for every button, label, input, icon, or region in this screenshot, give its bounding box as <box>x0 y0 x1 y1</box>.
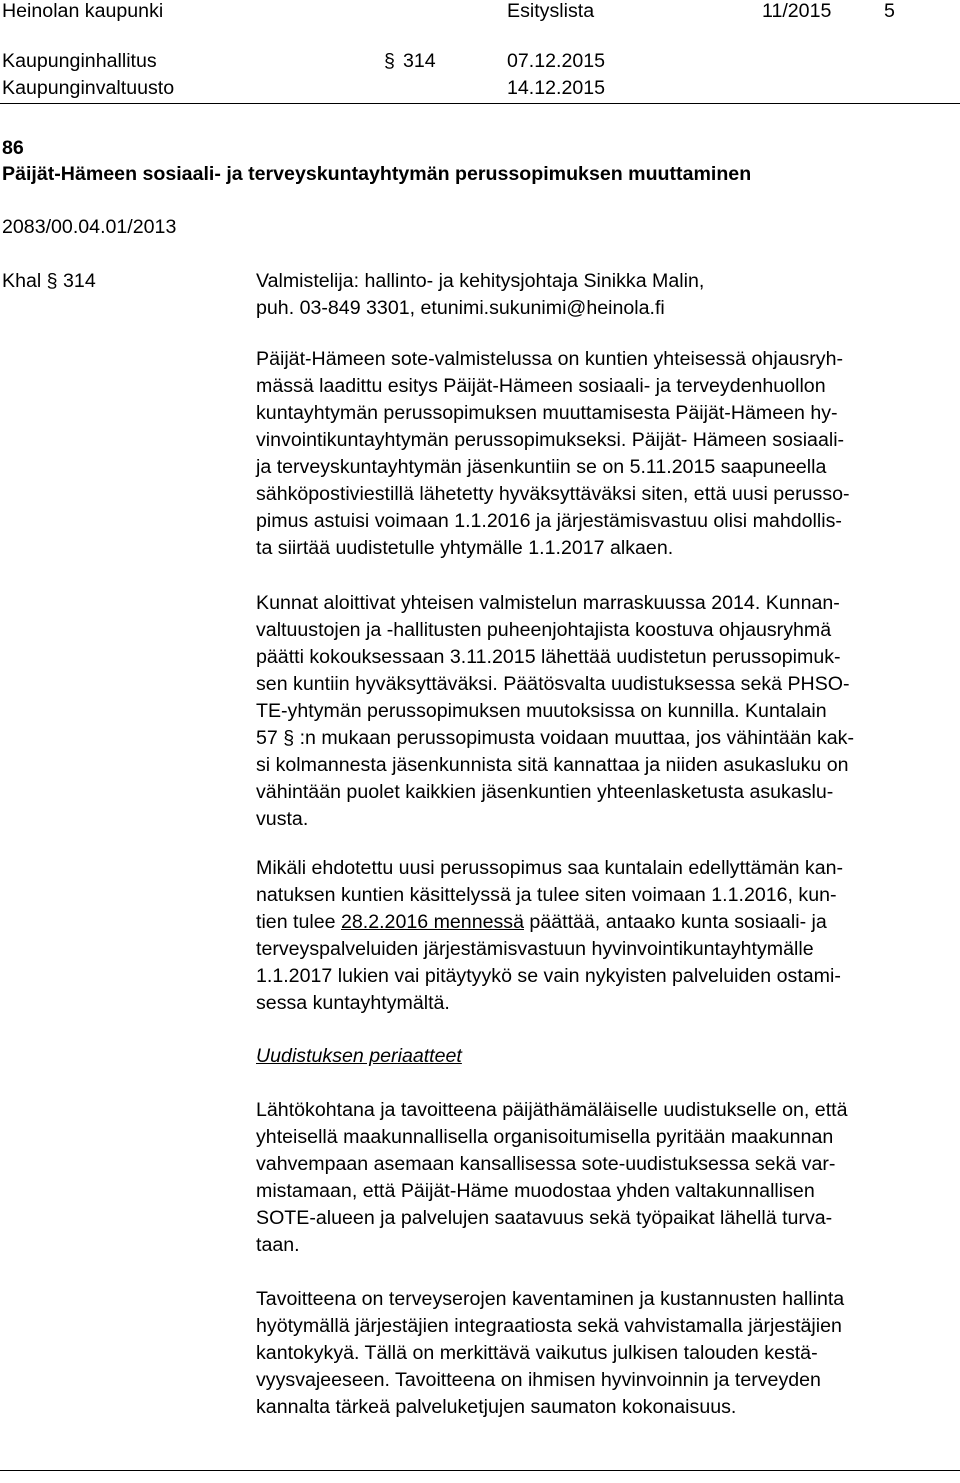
paragraph-line: vyysvajeeseen. Tavoitteena on ihmisen hyvinvoinnin ja terveyden <box>256 1369 821 1391</box>
line-text: tien tulee <box>256 911 341 933</box>
meeting-body-board: Kaupunginhallitus <box>2 50 157 72</box>
meeting-body-council: Kaupunginvaltuusto <box>2 77 175 99</box>
paragraph-line: kannalta tärkeä palveluketjujen saumaton kokonaisuus. <box>256 1396 737 1418</box>
paragraph-line: yhteisellä maakunnallisella organisoitumisella pyritään maakunnan <box>256 1126 834 1148</box>
record-id: 2083/00.04.01/2013 <box>2 216 177 238</box>
meeting-date-council: 14.12.2015 <box>507 77 606 99</box>
paragraph-line: Kunnat aloittivat yhteisen valmistelun marraskuussa 2014. Kunnan- <box>256 592 840 614</box>
paragraph-line: vusta. <box>256 808 309 830</box>
paragraph-line: 1.1.2017 lukien vai pitäytyykö se vain nykyisten palveluiden ostami- <box>256 965 841 987</box>
paragraph-line: TE-yhtymän perussopimuksen muutoksissa on kunnilla. Kuntalain <box>256 700 827 722</box>
section-heading: Uudistuksen periaatteet <box>256 1045 462 1067</box>
paragraph-line: Mikäli ehdotettu uusi perussopimus saa kuntalain edellyttämän kan- <box>256 857 844 879</box>
paragraph-3 <box>256 855 843 1017</box>
paragraph-line: kantokykyä. Tällä on merkittävä vaikutus julkisen talouden kestä- <box>256 1342 818 1364</box>
paragraph-line: päätti kokouksessaan 3.11.2015 lähettää uudistetun perussopimuk- <box>256 646 841 668</box>
paragraph-5 <box>256 1286 844 1421</box>
paragraph-line: sessa kuntayhtymältä. <box>256 992 450 1014</box>
section-sign: § <box>384 50 395 72</box>
footer-divider <box>0 1470 960 1471</box>
paragraph-line: kuntayhtymän perussopimuksen muuttamisesta Päijät-Hämeen hy- <box>256 402 838 424</box>
header-divider <box>0 103 960 104</box>
paragraph-line: sähköpostiviestillä lähetetty hyväksyttäväksi siten, että uusi perusso- <box>256 483 850 505</box>
paragraph-line: ja terveyskuntayhtymän jäsenkuntiin se on 5.11.2015 saapuneella <box>256 456 827 478</box>
paragraph-line: mistamaan, että Päijät-Häme muodostaa yhden valtakunnallisen <box>256 1180 815 1202</box>
paragraph-line: ta siirtää uudistetulle yhtymälle 1.1.2017 alkaen. <box>256 537 674 559</box>
section-number: 314 <box>403 50 436 72</box>
paragraph-line: Lähtökohtana ja tavoitteena päijäthämäläiselle uudistukselle on, että <box>256 1099 848 1121</box>
paragraph-line: hyötymällä järjestäjien integraatiosta sekä vahvistamalla järjestäjien <box>256 1315 842 1337</box>
reference <box>2 270 96 293</box>
preparer-line-1: Valmistelija: hallinto- ja kehitysjohtaja Sinikka Malin, <box>256 270 705 292</box>
paragraph-line: vähintään puolet kaikkien jäsenkuntien yhteenlasketusta asukaslu- <box>256 781 834 803</box>
document-type: Esityslista <box>507 0 595 22</box>
paragraph-1 <box>256 346 850 562</box>
reference-section-sign: § <box>46 270 58 292</box>
paragraph-line <box>256 909 843 936</box>
paragraph-line: Päijät-Hämeen sote-valmistelussa on kuntien yhteisessä ohjausryh- <box>256 348 844 370</box>
paragraph-line: vinvointikuntayhtymän perussopimukseksi. Päijät- Hämeen sosiaali- <box>256 429 845 451</box>
paragraph-line: pimus astuisi voimaan 1.1.2016 ja järjestämisvastuu olisi mahdollis- <box>256 510 842 532</box>
paragraph-line: mässä laadittu esitys Päijät-Hämeen sosiaali- ja terveydenhuollon <box>256 375 826 397</box>
paragraph-line: si kolmannesta jäsenkunnista sitä kannattaa ja niiden asukasluku on <box>256 754 849 776</box>
paragraph-line: natuksen kuntien käsittelyssä ja tulee siten voimaan 1.1.2016, kun- <box>256 884 837 906</box>
page-number: 5 <box>884 0 895 22</box>
item-number: 86 <box>2 137 24 159</box>
paragraph-2 <box>256 590 854 833</box>
item-title: Päijät-Hämeen sosiaali- ja terveyskuntayhtymän perussopimuksen muuttaminen <box>2 163 752 185</box>
paragraph-line: SOTE-alueen ja palvelujen saatavuus sekä työpaikat lähellä turva- <box>256 1207 833 1229</box>
paragraph-line: Tavoitteena on terveyserojen kaventaminen ja kustannusten hallinta <box>256 1288 845 1310</box>
paragraph-4 <box>256 1097 848 1259</box>
line-text: päättää, antaako kunta sosiaali- ja <box>523 911 827 933</box>
reference-label: Khal <box>2 270 42 292</box>
deadline-date: 28.2.2016 mennessä <box>340 911 524 933</box>
meeting-date-board: 07.12.2015 <box>507 50 606 72</box>
paragraph-line: vahvempaan asemaan kansallisessa sote-uudistuksessa sekä var- <box>256 1153 836 1175</box>
organization-name: Heinolan kaupunki <box>2 0 164 22</box>
document-number: 11/2015 <box>762 0 832 22</box>
preparer-line-2: puh. 03-849 3301, etunimi.sukunimi@heinola.fi <box>256 297 665 319</box>
paragraph-line: valtuustojen ja -hallitusten puheenjohtajista koostuva ohjausryhmä <box>256 619 832 641</box>
paragraph-line: 57 § :n mukaan perussopimusta voidaan muuttaa, jos vähintään kak- <box>256 727 854 749</box>
reference-number: 314 <box>63 270 96 292</box>
paragraph-line: taan. <box>256 1234 300 1256</box>
paragraph-line: terveyspalveluiden järjestämisvastuun hyvinvointikuntayhtymälle <box>256 938 814 960</box>
paragraph-line: sen kuntiin hyväksyttäväksi. Päätösvalta uudistuksessa sekä PHSO- <box>256 673 850 695</box>
